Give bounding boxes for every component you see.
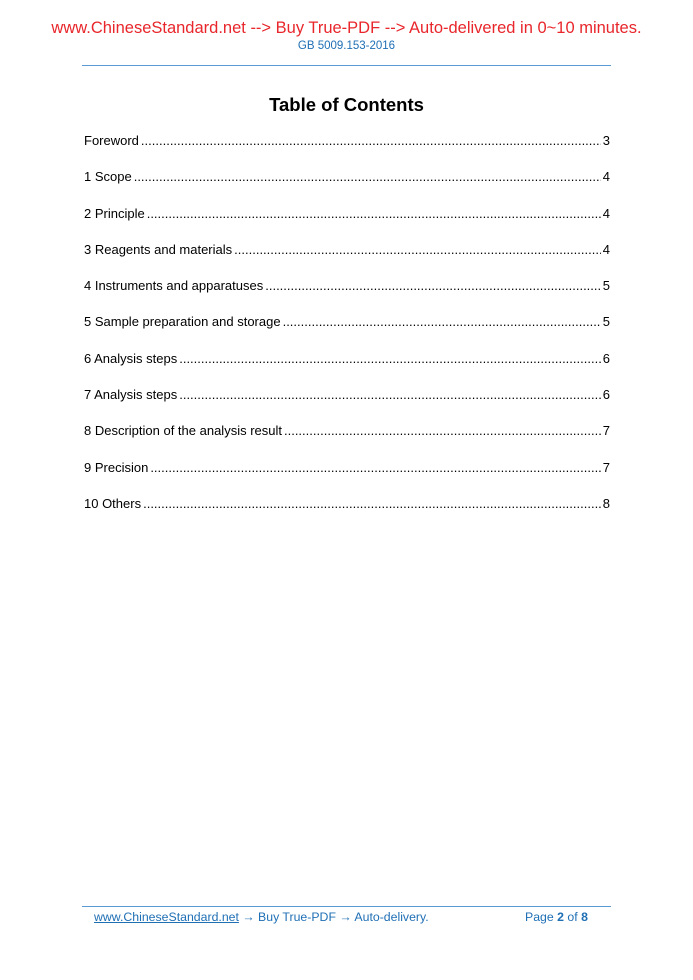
toc-entry-foreword[interactable] [84,133,610,169]
toc-entry-label: Foreword [84,133,139,148]
toc-entry-scope[interactable] [84,169,610,205]
toc-entry-page: 6 [602,387,610,403]
table-of-contents [84,133,610,532]
toc-entry-page: 5 [602,278,610,294]
toc-leader-dots [234,242,601,257]
footer-divider [82,906,611,907]
toc-entry-label: 1 Scope [84,169,132,185]
toc-entry-page: 8 [602,495,610,511]
toc-entry-page: 3 [602,133,610,148]
page-prefix: Page [525,910,558,924]
toc-leader-dots [179,351,601,366]
toc-leader-dots [284,423,601,438]
toc-entry-label: 2 Principle [84,205,145,221]
toc-entry-analysis-steps-6[interactable] [84,351,610,387]
toc-entry-page: 5 [602,314,610,330]
toc-title: Table of Contents [269,94,424,115]
toc-entry-label: 5 Sample preparation and storage [84,314,281,330]
toc-entry-label: 7 Analysis steps [84,387,178,403]
toc-entry-label: 4 Instruments and apparatuses [84,278,264,294]
toc-entry-precision[interactable] [84,460,610,496]
toc-entry-analysis-result[interactable] [84,423,610,459]
toc-leader-dots [179,387,601,402]
header-banner: www.ChineseStandard.net --> Buy True-PDF --> Auto-delivered in 0~10 minutes. [51,19,642,37]
toc-entry-page: 7 [602,423,610,439]
toc-entry-page: 4 [602,241,610,257]
toc-leader-dots [265,278,601,293]
page-of: of [563,910,582,924]
toc-entry-sample-preparation[interactable] [84,314,610,350]
toc-leader-dots [147,206,601,221]
toc-entry-page: 4 [602,205,610,221]
toc-entry-instruments[interactable] [84,278,610,314]
toc-entry-reagents[interactable] [84,242,610,278]
toc-entry-others[interactable] [84,496,610,532]
toc-entry-analysis-steps-7[interactable] [84,387,610,423]
toc-leader-dots [150,460,600,475]
toc-leader-dots [141,133,601,148]
page-total: 8 [581,910,588,924]
toc-entry-principle[interactable] [84,206,610,242]
footer-site-link[interactable]: www.ChineseStandard.net [94,910,239,924]
toc-leader-dots [283,314,601,329]
standard-code: GB 5009.153-2016 [297,40,396,52]
toc-leader-dots [143,496,601,511]
toc-entry-label: 8 Description of the analysis result [84,423,282,439]
footer-tagline: → Buy True-PDF → Auto-delivery. [238,910,429,924]
header-divider [82,65,611,66]
toc-leader-dots [134,169,601,184]
toc-entry-page: 7 [602,459,610,475]
page-number [525,910,588,924]
toc-entry-label: 3 Reagents and materials [84,241,233,257]
toc-entry-page: 4 [602,169,610,185]
page-current: 2 [557,910,564,924]
toc-entry-label: 9 Precision [84,459,149,475]
toc-entry-label: 6 Analysis steps [84,350,178,366]
toc-entry-label: 10 Others [84,495,142,511]
toc-entry-page: 6 [602,350,610,366]
footer-promo [94,910,429,924]
